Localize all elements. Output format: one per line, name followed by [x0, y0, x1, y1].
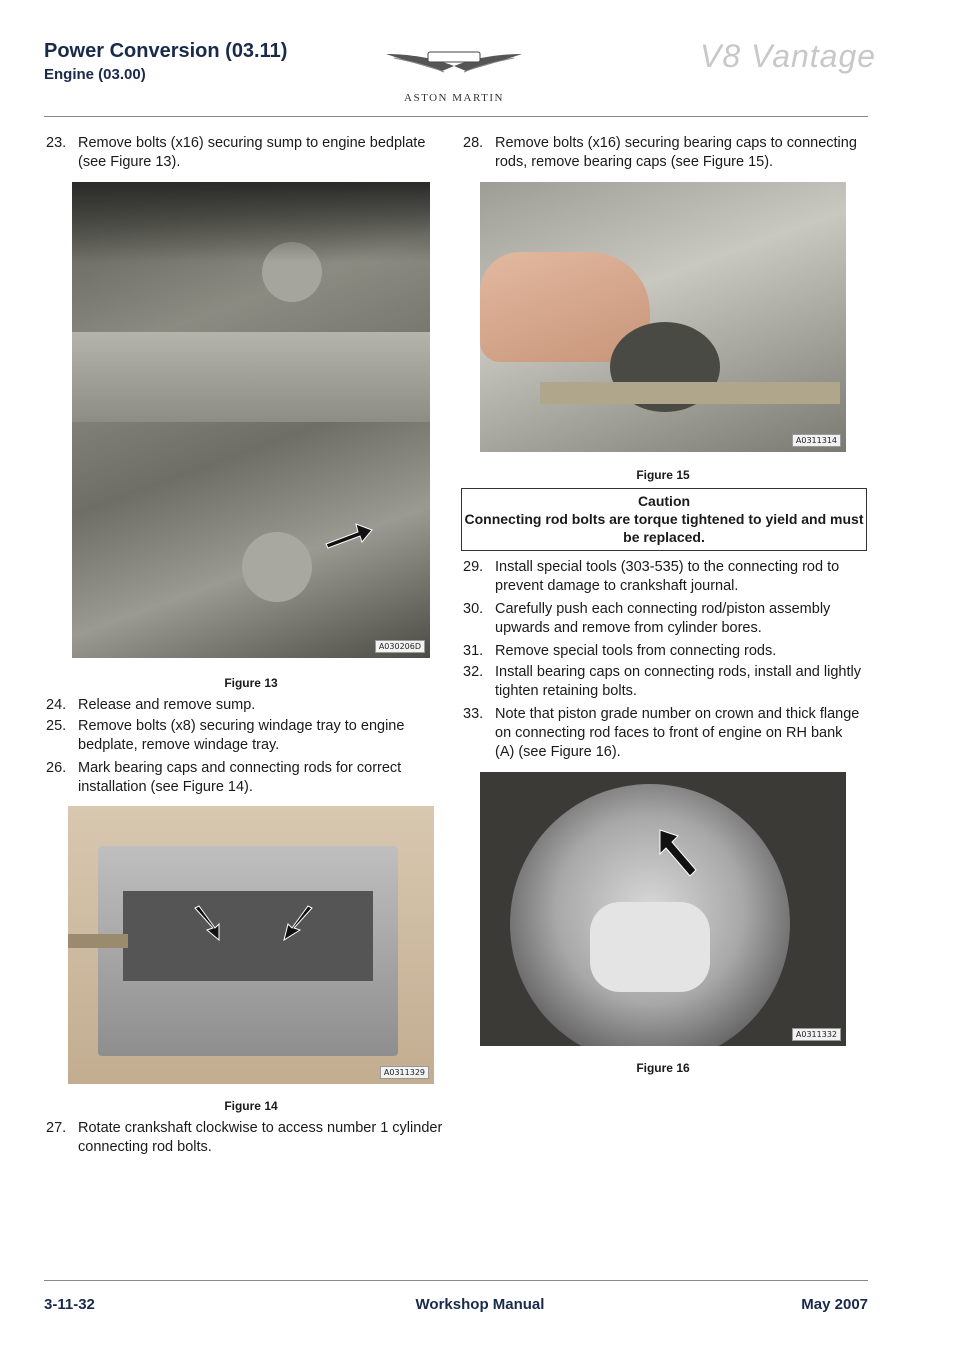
step-27: 27. Rotate crankshaft clockwise to access number 1 cylinder connecting rod bolts.: [46, 1120, 443, 1155]
image-code: A0311332: [792, 1028, 841, 1041]
page-number: 3-11-32: [44, 1296, 95, 1313]
step-24: 24. Release and remove sump.: [46, 697, 256, 713]
model-name: V8 Vantage: [700, 38, 877, 74]
publication-date: May 2007: [801, 1296, 868, 1313]
brand-name: ASTON MARTIN: [404, 92, 504, 104]
image-code: A030206D: [375, 640, 425, 653]
figure-15-caption: Figure 15: [636, 468, 690, 482]
arrow-icon: [193, 904, 223, 944]
figure-16-caption: Figure 16: [636, 1061, 690, 1075]
figure-14-caption: Figure 14: [224, 1099, 278, 1113]
arrow-icon: [656, 826, 700, 878]
caution-title: Caution: [637, 493, 691, 509]
caution-text: Connecting rod bolts are torque tightened to yield and must be replaced.: [464, 511, 864, 545]
figure-16-image: [480, 772, 846, 1046]
image-code: A0311314: [792, 434, 841, 447]
footer-divider: [44, 1280, 868, 1281]
figure-13-image: [72, 182, 430, 658]
step-23: 23. Remove bolts (x16) securing sump to engine bedplate (see Figure 13).: [46, 135, 426, 170]
image-code: A0311329: [380, 1066, 429, 1079]
step-26: 26. Mark bearing caps and connecting rods for correct installation (see Figure 14).: [46, 760, 402, 795]
step-32: 32. Install bearing caps on connecting rods, install and lightly tighten retaining bolts.: [463, 664, 861, 699]
section-subtitle: Engine (03.00): [44, 66, 146, 83]
step-30: 30. Carefully push each connecting rod/piston assembly upwards and remove from cylinder bores.: [463, 601, 831, 636]
arrow-icon: [280, 904, 314, 944]
caution-box: [461, 488, 867, 551]
figure-13-caption: Figure 13: [224, 676, 278, 690]
step-33: 33. Note that piston grade number on crown and thick flange on connecting rod faces to front of engine on RH bank (A) (see Figure 16).: [463, 706, 860, 760]
header-divider: [44, 116, 868, 117]
step-29: 29. Install special tools (303-535) to the connecting rod to prevent damage to crankshaft journal.: [463, 559, 840, 594]
figure-15-image: [480, 182, 846, 452]
arrow-icon: [324, 520, 374, 550]
step-25: 25. Remove bolts (x8) securing windage tray to engine bedplate, remove windage tray.: [46, 718, 405, 753]
step-28: 28. Remove bolts (x16) securing bearing caps to connecting rods, remove bearing caps (see Figure 15).: [463, 135, 857, 170]
step-31: 31. Remove special tools from connecting rods.: [463, 643, 777, 659]
figure-14-image: [68, 806, 434, 1084]
section-title: Power Conversion (03.11): [44, 40, 288, 62]
manual-title: Workshop Manual: [415, 1296, 545, 1313]
